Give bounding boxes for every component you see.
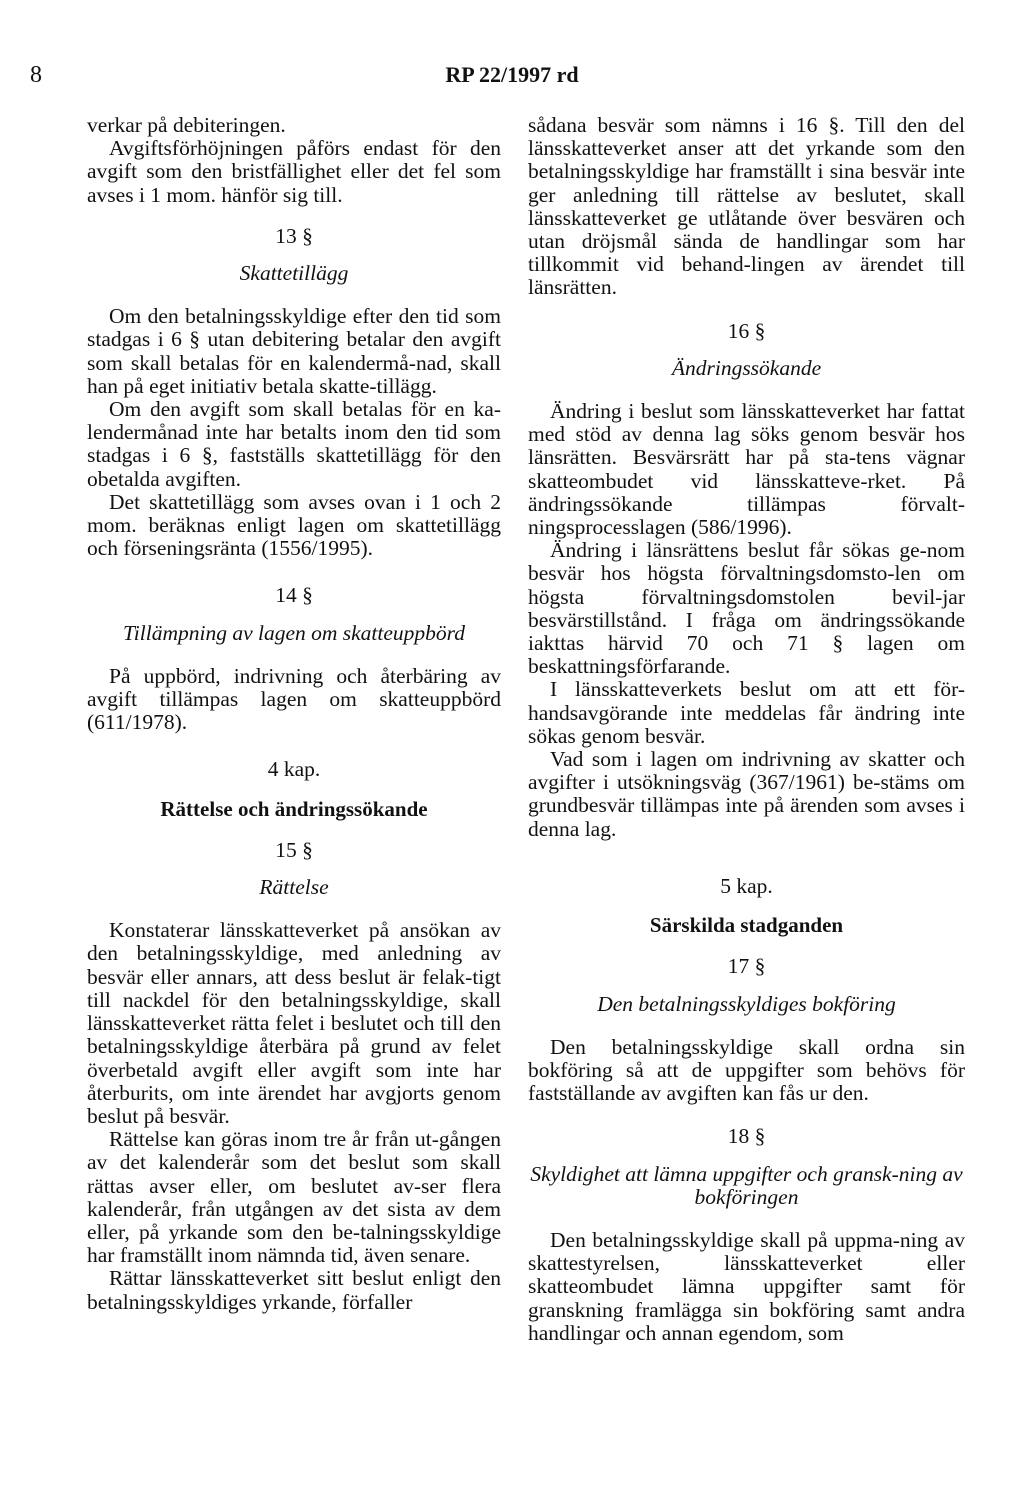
paragraph: Avgiftsförhöjningen påförs endast för den avgift som den bristfällighet eller det fel som avses i 1 mom. hänför sig till. [87,136,501,207]
section-number: 17 § [727,954,766,979]
paragraph: Vad som i lagen om indrivning av skatter och avgifter i utsökningsväg (367/1961) be-stäms om grundbesvär tillämpas inte på ärenden som avses i denna lag. [528,747,965,841]
paragraph: På uppbörd, indrivning och återbäring av avgift tillämpas lagen om skatteuppbörd (611/1978). [87,663,501,735]
chapter-number: 4 kap. [267,757,321,782]
paragraph: Om den avgift som skall betalas för en ka-lendermånad inte har betalts inom den tid som stadgas i 6 §, fastställs skattetillägg för den obetalda avgiften. [87,397,501,491]
right-column [528,114,965,1345]
page-number: 8 [30,62,42,88]
paragraph: Det skattetillägg som avses ovan i 1 och 2 mom. beräknas enligt lagen om skattetillägg och förseningsränta (1556/1995). [87,489,501,561]
chapter-number: 5 kap. [720,873,773,898]
section-title: Skyldighet att lämna uppgifter och gransk-ning av bokföringen [530,1161,963,1209]
section-title: Tillämpning av lagen om skatteuppbörd [123,620,465,645]
chapter-title: Rättelse och ändringssökande [160,796,428,821]
section-number: 15 § [275,837,313,862]
chapter-title: Särskilda stadganden [649,913,844,938]
paragraph: Den betalningsskyldige skall på uppma-ning av skattestyrelsen, länsskatteverket eller skatteombudet lämna uppgifter samt för granskning framlägga sin bokföring samt andra handlingar och annan egendom, som [528,1227,965,1345]
paragraph: Rättar länsskatteverket sitt beslut enligt den betalningsskyldiges yrkande, förfaller [87,1266,501,1314]
paragraph: I länsskatteverkets beslut om att ett för-handsavgörande inte meddelas får ändring inte sökas genom besvär. [528,677,965,748]
section-title: Ändringssökande [671,355,822,380]
paragraph: Ändring i länsrättens beslut får sökas ge-nom besvär hos högsta förvaltningsdomsto-len om högsta förvaltningsdomstolen bevil-jar besvärstillstånd. I fråga om ändringssökande iakttas härvid 70 och 71 § lagen om beskattningsförfarande. [528,538,965,679]
section-title: Den betalningsskyldiges bokföring [597,991,896,1016]
paragraph: verkar på debiteringen. [87,113,286,137]
paragraph: Ändring i beslut som länsskatteverket har fattat med stöd av denna lag söks genom besvär hos länsrätten. Besvärsrätt har på sta-tens vägnar skatteombudet vid länsskatteve-rket. På ändringssökande tillämpas förvalt-ningsprocesslagen (586/1996). [528,399,965,540]
section-number: 14 § [275,583,313,608]
paragraph: Om den betalningsskyldige efter den tid som stadgas i 6 § utan debitering betalar den avgift som skall betalas för en kalendermå-nad, skall han på eget initiativ betala skatte-tillägg. [87,304,501,398]
section-number: 13 § [275,223,313,248]
paragraph: sådana besvär som nämns i 16 §. Till den del länsskatteverket anser att det yrkande som den betalningsskyldige har framställt i sina besvär inte ger anledning till rättelse av beslutet, skall länsskatteverket ge utlåtande över besvären och utan dröjsmål sända de handlingar som har tillkommit vid behand-lingen av ärendet till länsrätten. [528,113,965,300]
section-number: 16 § [727,318,766,343]
paragraph: Den betalningsskyldige skall ordna sin bokföring så att de uppgifter som behövs för fastställande av avgiften kan fås ur den. [528,1034,965,1106]
paragraph: Konstaterar länsskatteverket på ansökan av den betalningsskyldige, med anledning av besvär eller annars, att dess beslut är felak-tigt till nackdel för den betalningsskyldige, skall länsskatteverket rätta felet i beslutet och till den betalningsskyldige återbära på grund av felet överbetald avgift eller avgift som inte har återburits, om inte ärendet har avgjorts genom beslut på besvär. [87,918,501,1128]
section-title: Rättelse [259,875,329,900]
section-number: 18 § [727,1124,766,1149]
running-head: RP 22/1997 rd [445,62,579,87]
section-title: Skattetillägg [239,261,349,286]
paragraph: Rättelse kan göras inom tre år från ut-gången av det kalenderår som det beslut som skall rättas avser eller, om beslutet av-ser flera kalenderår, från utgången av det sista av dem eller, på yrkande som den be-talningsskyldige har framställt inom nämnda tid, även senare. [87,1127,501,1268]
left-column [87,114,501,1314]
